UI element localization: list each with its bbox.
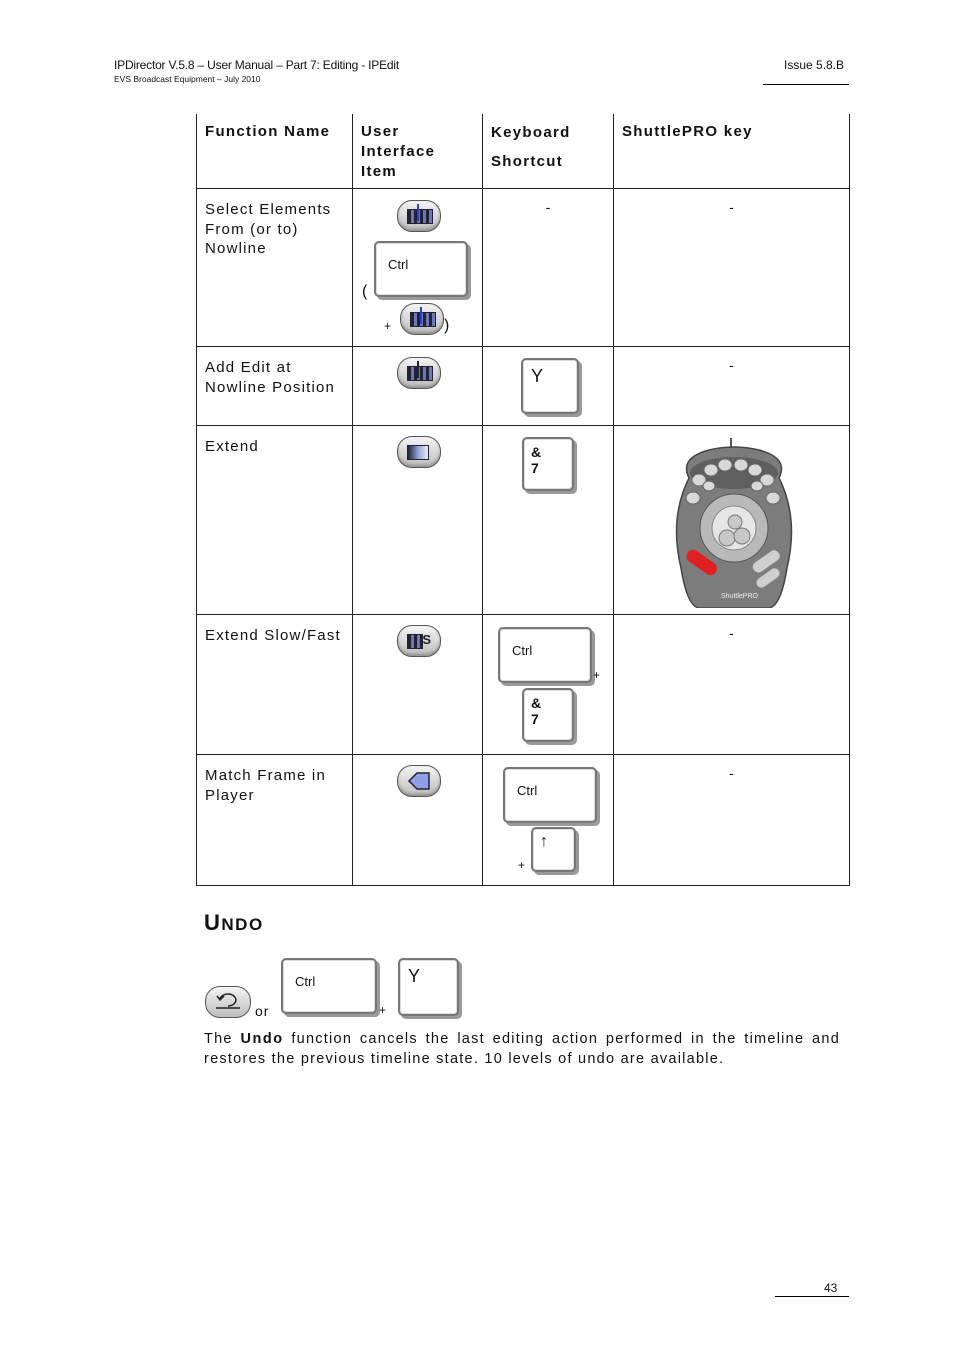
keyboard-cell [483,755,614,886]
undo-description: The Undo function cancels the last editing action performed in the timeline and restores the previous timeline state. 10 levels of undo are available. [204,1031,841,1067]
shuttle-cell: - [614,347,850,426]
table-row [197,426,850,615]
th-shuttle: ShuttlePRO key [614,114,850,189]
ui-item-cell [353,755,483,886]
close-paren: ) [444,317,450,334]
header-title: IPDirector V.5.8 – User Manual – Part 7: Editing - IPEdit [114,58,399,72]
undo-button-icon [205,986,251,1018]
extend-slow-fast-icon: S [397,625,441,657]
plus-sign: + [384,319,392,333]
shuttle-cell: - [614,755,850,886]
keyboard-cell: - [483,189,614,347]
up-arrow-key-icon: ↑ [531,827,576,872]
page-number: 43 [824,1281,838,1295]
footer-rule [775,1296,849,1297]
match-frame-icon [397,765,441,797]
function-name: Add Edit at Nowline Position [197,347,353,426]
function-name: Select Elements From (or to) Nowline [197,189,353,347]
ctrl-key-icon: Ctrl [498,627,592,683]
ui-item-cell [353,615,483,755]
seven-key-icon: & 7 [522,437,574,491]
shuttle-cell: - [614,615,850,755]
function-table [196,114,850,886]
shuttle-brand: ShuttlePRO [721,593,758,600]
plus-sign: + [379,1003,387,1017]
y-key-icon: Y [398,958,459,1016]
undo-heading: UNDO [204,910,264,935]
select-from-nowline-icon [397,200,441,232]
th-ui-item: User Interface Item [353,114,483,189]
keyboard-cell [483,426,614,615]
shuttlepro-device-icon [669,438,799,608]
ui-item-cell [353,189,483,347]
plus-sign: + [593,668,601,682]
function-name: Match Frame in Player [197,755,353,886]
table-header-row [197,114,850,189]
add-edit-icon [397,357,441,389]
header-rule [763,84,849,85]
keyboard-cell [483,347,614,426]
keyboard-cell [483,615,614,755]
y-key-icon: Y [521,358,579,414]
select-to-nowline-icon [400,303,444,335]
extend-icon [397,436,441,468]
table-row [197,615,850,755]
or-text: or [255,1003,270,1019]
page-header [114,58,399,84]
seven-key-icon: & 7 [522,688,574,742]
table-row [197,189,850,347]
ctrl-key-icon: Ctrl [281,958,377,1014]
plus-sign: + [518,858,526,872]
header-subtitle: EVS Broadcast Equipment – July 2010 [114,74,261,84]
shuttle-cell: - [614,189,850,347]
function-name: Extend [197,426,353,615]
ctrl-key-icon: Ctrl [503,767,597,823]
function-name: Extend Slow/Fast [197,615,353,755]
table-row [197,755,850,886]
ctrl-key-icon: Ctrl [374,241,468,297]
open-paren: ( [362,283,368,300]
table-row [197,347,850,426]
shuttle-cell [614,426,850,615]
th-function-name: Function Name [197,114,353,189]
header-issue: Issue 5.8.B [784,58,845,72]
th-keyboard: Keyboard Shortcut [483,114,614,189]
ui-item-cell [353,426,483,615]
ui-item-cell [353,347,483,426]
